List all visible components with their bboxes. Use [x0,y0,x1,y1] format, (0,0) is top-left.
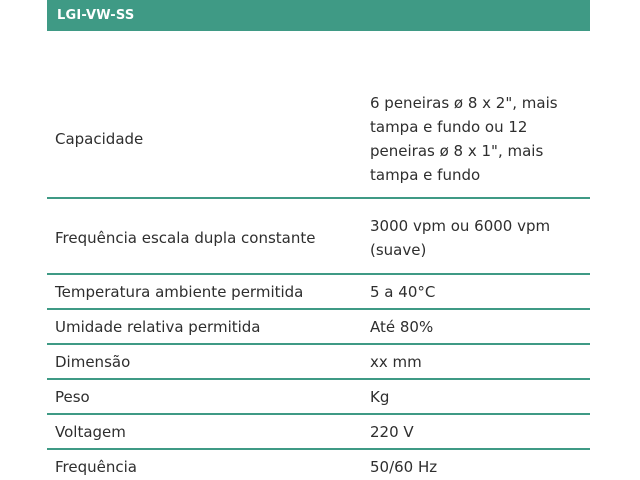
spec-value: Até 80% [364,309,590,344]
table-row [47,344,590,379]
specs-table [47,80,590,480]
spec-value: 50/60 Hz [364,449,590,480]
spec-label: Dimensão [47,344,364,379]
spec-label: Temperatura ambiente permitida [47,274,364,309]
table-row [47,198,590,274]
spec-value: Kg [364,379,590,414]
table-row [47,414,590,449]
spec-value: 5 a 40°C [364,274,590,309]
table-row [47,80,590,198]
table-row [47,379,590,414]
spec-label: Frequência [47,449,364,480]
table-row [47,274,590,309]
spec-label: Frequência escala dupla constante [47,198,364,274]
table-row [47,309,590,344]
spec-label: Capacidade [47,80,364,198]
spec-label: Umidade relativa permitida [47,309,364,344]
spec-label: Voltagem [47,414,364,449]
spec-label: Peso [47,379,364,414]
spec-value: 3000 vpm ou 6000 vpm (suave) [364,198,590,274]
model-header: LGI-VW-SS [47,0,590,31]
spec-value: xx mm [364,344,590,379]
spec-value: 6 peneiras ø 8 x 2", mais tampa e fundo ou 12 peneiras ø 8 x 1", mais tampa e fundo [364,80,590,198]
table-row [47,449,590,480]
spec-value: 220 V [364,414,590,449]
